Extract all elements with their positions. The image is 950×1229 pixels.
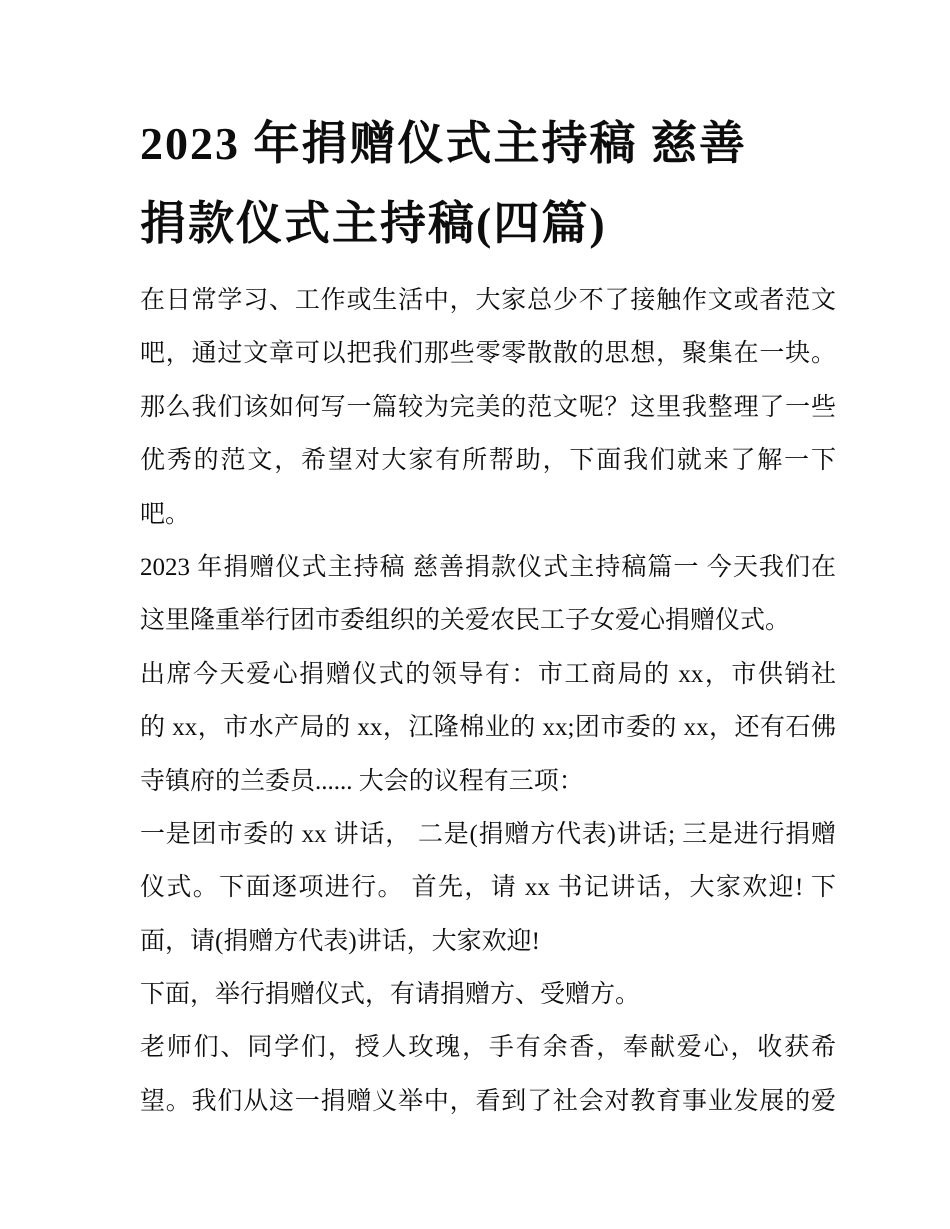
text-line: 在日常学习、工作或生活中，大家总少不了接触作文或者范文 xyxy=(140,287,836,314)
document-content xyxy=(140,104,836,1128)
text-line: 下面，举行捐赠仪式，有请捐赠方、受赠方。 xyxy=(140,981,641,1009)
text-line: 吧。 xyxy=(140,500,191,528)
text-line: 面，请(捐赠方代表)讲话，大家欢迎! xyxy=(140,927,540,955)
text-line: 那么我们该如何写一篇较为完美的范文呢？这里我整理了一些 xyxy=(140,393,836,421)
text-line: 吧，通过文章可以把我们那些零零散散的思想，聚集在一块。 xyxy=(140,340,836,368)
document-body xyxy=(140,274,836,1128)
text-line: 的 xx，市水产局的 xx，江隆棉业的 xx;团市委的 xx，还有石佛 xyxy=(140,714,836,742)
text-line: 这里隆重举行团市委组织的关爱农民工子女爱心捐赠仪式。 xyxy=(140,607,791,635)
document-title xyxy=(140,104,836,264)
text-line: 寺镇府的兰委员...... 大会的议程有三项： xyxy=(140,767,584,795)
text-line: 出席今天爱心捐赠仪式的领导有：市工商局的 xx，市供销社 xyxy=(140,660,836,688)
title-line: 2023 年捐赠仪式主持稿 慈善 xyxy=(140,118,747,169)
text-line: 2023 年捐赠仪式主持稿 慈善捐款仪式主持稿篇一 今天我们在 xyxy=(140,553,836,581)
title-line: 捐款仪式主持稿(四篇) xyxy=(140,198,607,249)
text-line: 仪式。下面逐项进行。 首先，请 xx 书记讲话，大家欢迎! 下 xyxy=(140,874,836,902)
text-line: 老师们、同学们，授人玫瑰，手有余香，奉献爱心，收获希 xyxy=(140,1034,836,1062)
text-line: 一是团市委的 xx 讲话， 二是(捐赠方代表)讲话; 三是进行捐赠 xyxy=(140,820,836,848)
text-line: 优秀的范文，希望对大家有所帮助，下面我们就来了解一下 xyxy=(140,447,836,475)
text-line: 望。我们从这一捐赠义举中，看到了社会对教育事业发展的爱 xyxy=(140,1087,836,1115)
